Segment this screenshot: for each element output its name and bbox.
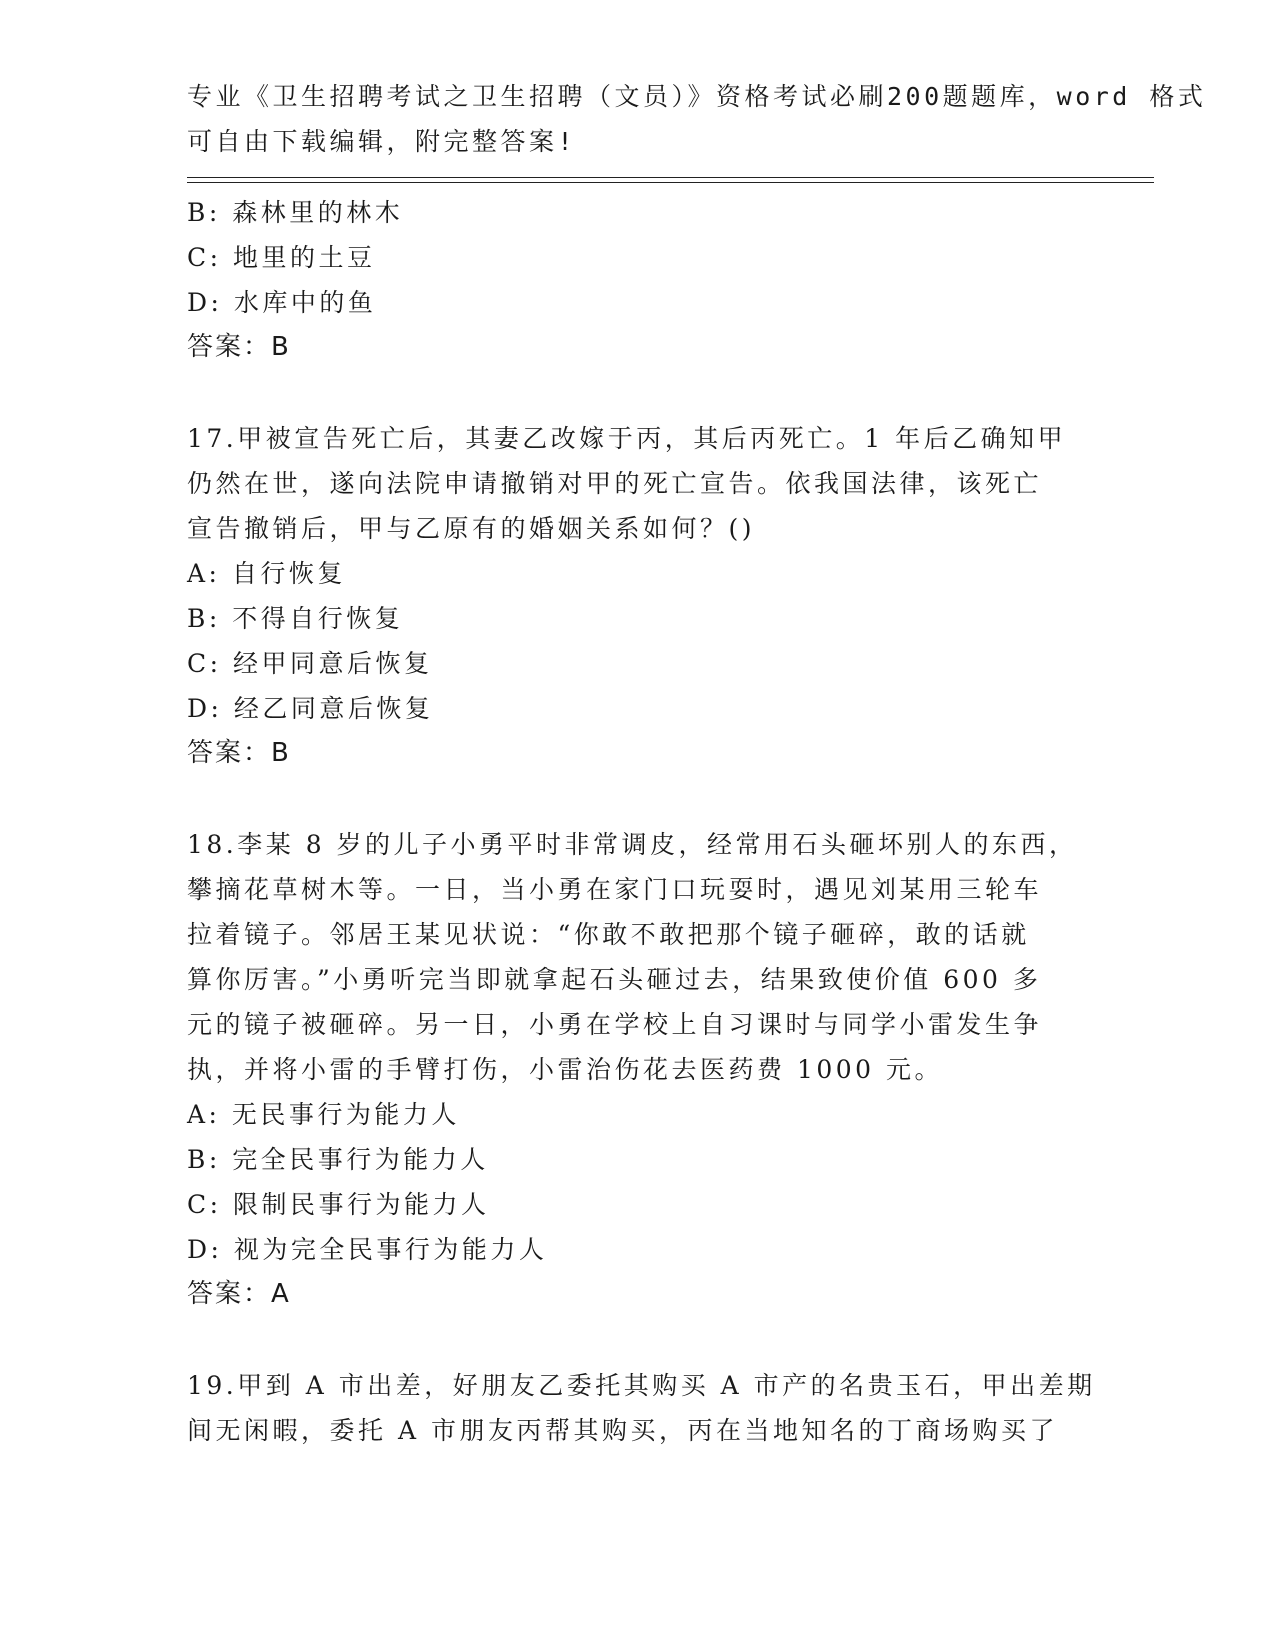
question-text-line: 拉着镜子。邻居王某见状说：“你敢不敢把那个镜子砸碎，敢的话就 bbox=[187, 920, 1030, 949]
question-text-line: 执，并将小雷的手臂打伤，小雷治伤花去医药费 1000 元。 bbox=[187, 1055, 944, 1084]
answer: 答案：B bbox=[187, 738, 291, 768]
option-a: A: 无民事行为能力人 bbox=[187, 1100, 460, 1129]
option-b: B: 森林里的林木 bbox=[187, 198, 404, 227]
question-17 bbox=[187, 416, 1087, 776]
header-line-2: 可自由下载编辑，附完整答案! bbox=[187, 127, 577, 156]
question-text-line: 仍然在世，遂向法院申请撤销对甲的死亡宣告。依我国法律，该死亡 bbox=[187, 469, 1043, 498]
header-divider-top bbox=[187, 177, 1154, 178]
question-text-line: 攀摘花草树木等。一日，当小勇在家门口玩耍时，遇见刘某用三轮车 bbox=[187, 875, 1043, 904]
question-16 bbox=[187, 190, 1087, 370]
question-text-line: 18.李某 8 岁的儿子小勇平时非常调皮，经常用石头砸坏别人的东西， bbox=[187, 830, 1078, 859]
option-c: C: 地里的土豆 bbox=[187, 243, 376, 272]
question-text-line: 算你厉害。”小勇听完当即就拿起石头砸过去，结果致使价值 600 多 bbox=[187, 965, 1042, 994]
question-19 bbox=[187, 1363, 1096, 1453]
question-18 bbox=[187, 822, 1087, 1317]
question-text-line: 间无闲暇，委托 A 市朋友丙帮其购买，丙在当地知名的丁商场购买了 bbox=[187, 1416, 1058, 1445]
option-b: B: 完全民事行为能力人 bbox=[187, 1145, 489, 1174]
option-d: D: 视为完全民事行为能力人 bbox=[187, 1235, 548, 1264]
option-a: A: 自行恢复 bbox=[187, 559, 346, 588]
answer: 答案：A bbox=[187, 1279, 291, 1309]
question-text-line: 元的镜子被砸碎。另一日，小勇在学校上自习课时与同学小雷发生争 bbox=[187, 1010, 1043, 1039]
header-divider-bottom bbox=[187, 182, 1154, 183]
header-line-1: 专业《卫生招聘考试之卫生招聘（文员）》资格考试必刷200题题库，word 格式 bbox=[187, 82, 1207, 111]
option-c: C: 经甲同意后恢复 bbox=[187, 649, 433, 678]
option-b: B: 不得自行恢复 bbox=[187, 604, 404, 633]
option-d: D: 水库中的鱼 bbox=[187, 288, 377, 317]
question-text-line: 17.甲被宣告死亡后，其妻乙改嫁于丙，其后丙死亡。1 年后乙确知甲 bbox=[187, 424, 1067, 453]
answer: 答案：B bbox=[187, 332, 291, 362]
document-header bbox=[187, 74, 1207, 164]
question-text-line: 宣告撤销后，甲与乙原有的婚姻关系如何？() bbox=[187, 514, 756, 543]
option-d: D: 经乙同意后恢复 bbox=[187, 694, 434, 723]
question-content bbox=[187, 190, 1096, 1453]
question-text-line: 19.甲到 A 市出差，好朋友乙委托其购买 A 市产的名贵玉石，甲出差期 bbox=[187, 1371, 1096, 1400]
option-c: C: 限制民事行为能力人 bbox=[187, 1190, 490, 1219]
